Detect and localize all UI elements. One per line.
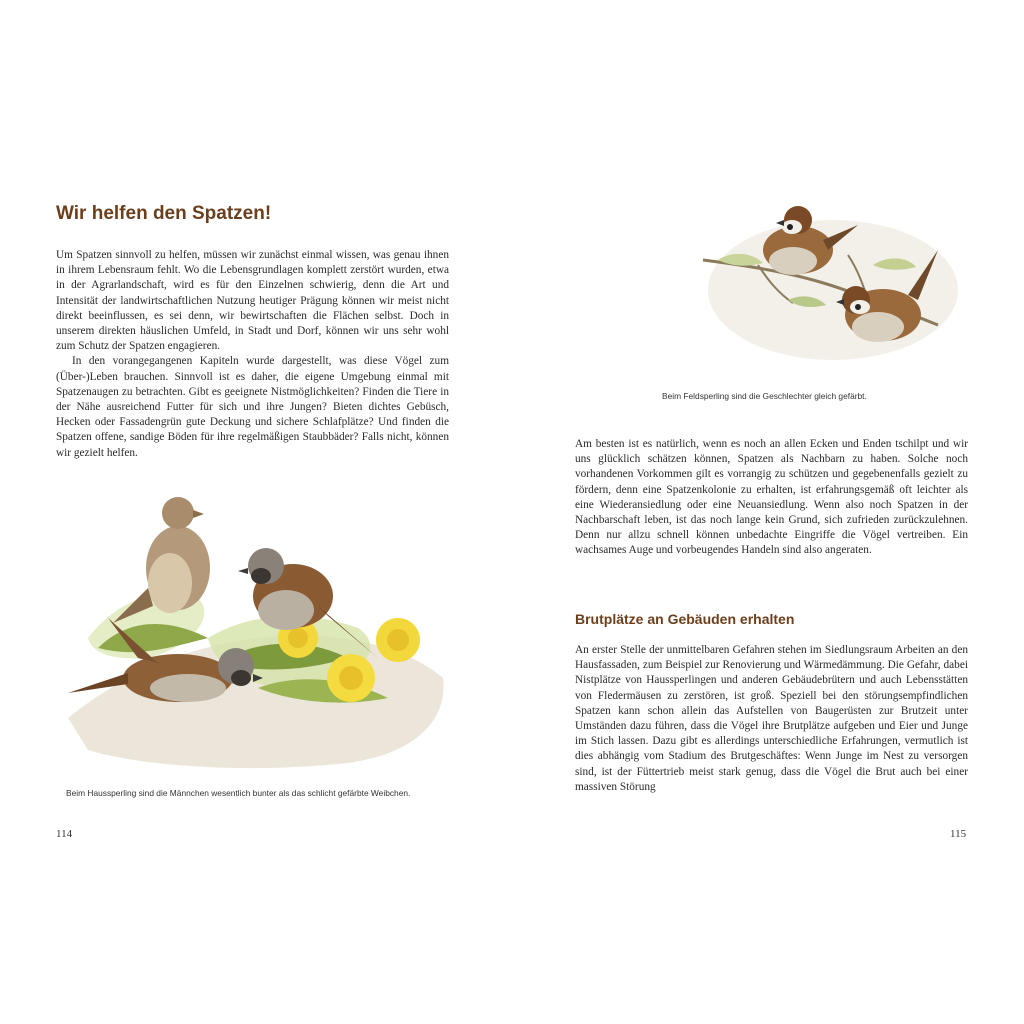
- page-heading: Wir helfen den Spatzen!: [56, 203, 272, 224]
- right-paragraph-2: An erster Stelle der unmittelbaren Gefahren stehen im Siedlungsraum Arbeiten an den Hausfassaden, zum Beispiel zur Renovierung und Wärmedämmung. Die Gefahr, dabei Nistplätze von Haussperlingen und anderen Gebäudebrütern und auch Lebensstätten von Fledermäusen zu zerstören, ist groß. Speziell bei den störungsempfindlichen Spatzen kann schon allein das Aufstellen von Baugerüsten zur Brutzeit unter Umständen dazu führen, dass die Vögel ihre Brutplätze aufgeben und Eier und Junge im Stich lassen. Dazu gibt es allerdings unterschiedliche Erfahrungen, vermutlich ist dies abhängig vom Stadium des Brutgeschäftes: Wenn Junge im Nest zu versorgen sind, ist der Füttertrieb meist stark genug, dass die Vögel die Brut auch bei einer massiven Störung: [575, 644, 968, 793]
- house-sparrow-illustration: [58, 488, 453, 778]
- left-paragraph-1: Um Spatzen sinnvoll zu helfen, müssen wir zunächst einmal wissen, was genau ihnen in ihrem Lebensraum fehlt. Wo die Lebensgrundlagen komplett zerstört wurden, etwa in der Agrarlandschaft, wird es für den Einzelnen schwierig, denn die Art und Intensität der landwirtschaftlichen Nutzung heutiger Prägung können wir meist nicht direkt beeinflussen, es sei denn, wir bewirtschaften die Flächen selbst. Doch in unserem direkten häuslichen Umfeld, in Stadt und Dorf, können wir uns sehr wohl zum Schutz der Spatzen engagieren.: [56, 249, 449, 353]
- right-caption: Beim Feldsperling sind die Geschlechter gleich gefärbt.: [662, 391, 867, 401]
- left-caption: Beim Haussperling sind die Männchen wesentlich bunter als das schlicht gefärbte Weibchen.: [66, 788, 411, 798]
- right-body-text-2: [575, 643, 968, 803]
- left-body-text: [56, 248, 449, 461]
- right-page-number: 115: [950, 828, 967, 840]
- left-paragraph-2: In den vorangegangenen Kapiteln wurde dargestellt, was diese Vögel zum (Über-)Leben brauchen. Sinnvoll ist es daher, die eigene Umgebung einmal mit Spatzenaugen zu betrachten. Gibt es geeignete Nistmöglichkeiten? Finden die Tiere in der Nähe ausreichend Futter für sich und ihre Jungen? Bieten dichtes Gebüsch, Hecken oder Fassadengrün gute Deckung und sichere Schlafplätze? Und finden die Spatzen offene, sandige Böden für ihre regelmäßigen Staubbäder? Falls nicht, können wir gezielt helfen.: [56, 355, 449, 459]
- tree-sparrow-illustration: [698, 205, 963, 375]
- right-body-text-1: [575, 437, 968, 559]
- left-page-number: 114: [56, 828, 73, 840]
- right-paragraph-1: Am besten ist es natürlich, wenn es noch an allen Ecken und Enden tschilpt und wir uns glücklich schätzen können, Spatzen als Nachbarn zu haben. Solche noch vorhandenen Vorkommen gilt es vorrangig zu schützen und gegebenenfalls gezielt zu fördern, denn eine Spatzenkolonie zu erhalten, ist erfahrungsgemäß oft leichter als eine Wiederansiedlung oder eine Neuansiedlung. Wenn also noch Spatzen in der Nachbarschaft leben, ist das noch lange kein Grund, sich zufrieden zurückzulehnen. Denn nur allzu schnell können unbedachte Eingriffe die Vögel vertreiben. Ein wachsames Auge und vorbeugendes Handeln sind also angeraten.: [575, 438, 968, 557]
- section-subheading: Brutplätze an Gebäuden erhalten: [575, 611, 795, 627]
